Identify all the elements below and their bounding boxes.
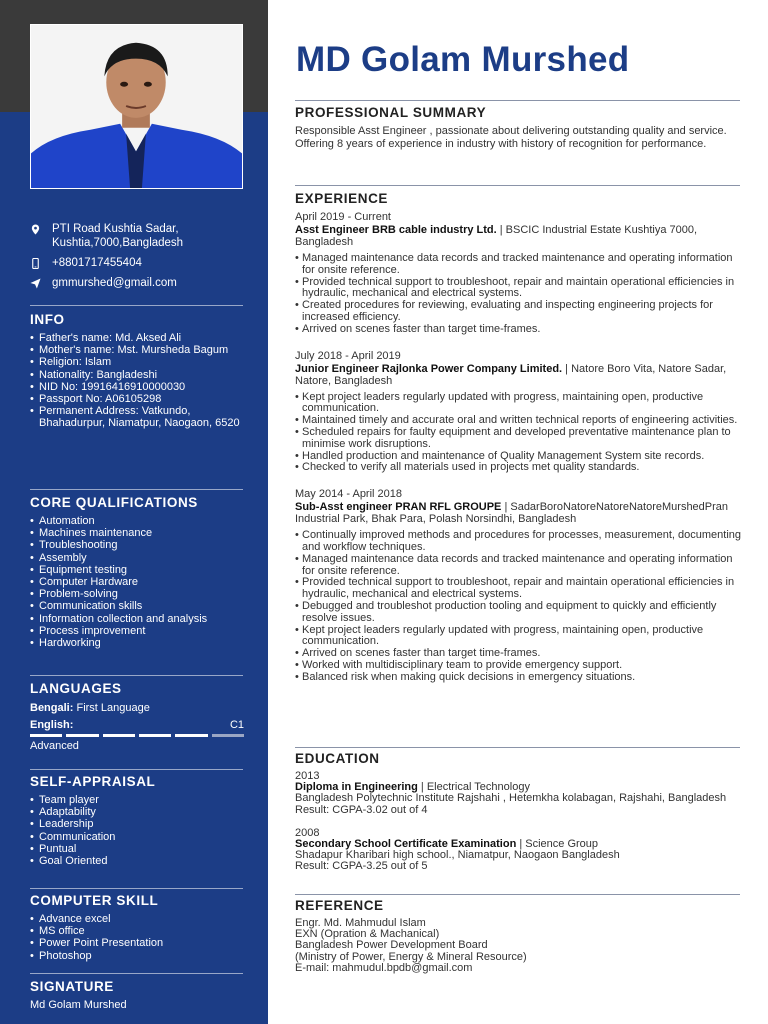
list-item: • Balanced risk when making quick decisions in emergency situations. <box>295 672 743 684</box>
list-item: • Goal Oriented <box>30 855 244 867</box>
list-item: • Team player <box>30 794 244 806</box>
contact-address <box>30 222 245 250</box>
languages-title: LANGUAGES <box>30 681 122 696</box>
list-item: • Communication <box>30 831 244 843</box>
language-level: Advanced <box>30 740 79 752</box>
list-item: • Nationality: Bangladeshi <box>30 369 244 381</box>
education-school: Bangladesh Polytechnic Institute Rajshahi , Hetemkha kolabagan, Rajshahi, Bangladesh <box>295 792 727 805</box>
info-section <box>30 312 244 430</box>
sidebar <box>0 0 268 1024</box>
self-appraisal-title: SELF-APPRAISAL <box>30 774 156 789</box>
summary-title: PROFESSIONAL SUMMARY <box>295 105 487 120</box>
computer-skill-list <box>30 913 244 962</box>
list-item: • NID No: 19916416910000030 <box>30 381 244 393</box>
list-item: • Machines maintenance <box>30 527 244 539</box>
education-year: 2008 <box>295 826 320 839</box>
signature-section <box>30 979 244 1012</box>
divider <box>30 675 243 676</box>
level-segment <box>212 734 244 737</box>
profile-photo <box>30 24 243 189</box>
list-item: • Kept project leaders regularly updated with progress, maintaining open, productive communication. <box>295 625 743 649</box>
list-item: • Permanent Address: Vatkundo, Bhahadurpur, Niamatpur, Naogaon, 6520 <box>30 405 244 429</box>
list-item: • Process improvement <box>30 625 244 637</box>
list-item: • Automation <box>30 515 244 527</box>
job-heading <box>295 501 743 525</box>
divider <box>295 100 740 101</box>
job-role: Junior Engineer Rajlonka Power Company Limited. <box>295 362 563 375</box>
job-entry <box>295 488 743 683</box>
list-item: • Power Point Presentation <box>30 937 244 949</box>
english-level-bar <box>30 734 244 737</box>
self-appraisal-list <box>30 794 244 867</box>
reference-title: REFERENCE <box>295 898 384 913</box>
list-item: • Problem-solving <box>30 588 244 600</box>
experience-title: EXPERIENCE <box>295 191 389 206</box>
contact-email <box>30 276 245 290</box>
education-field: | Science Group <box>516 838 599 851</box>
info-title: INFO <box>30 312 65 327</box>
list-item: • Leadership <box>30 818 244 830</box>
experience-section <box>295 191 743 684</box>
list-item: • Provided technical support to troubleshoot, repair and maintain operational efficiencies in hydraulic, mechanical and electrical systems. <box>295 577 743 601</box>
education-degree: Secondary School Certificate Examination <box>295 838 517 851</box>
education-school: Shadapur Kharibari high school., Niamatpur, Naogaon Bangladesh <box>295 849 620 862</box>
divider <box>295 747 740 748</box>
job-date: July 2018 - April 2019 <box>295 349 401 362</box>
list-item: • Adaptability <box>30 806 244 818</box>
list-item: • Puntual <box>30 843 244 855</box>
job-heading <box>295 363 743 387</box>
phone-text[interactable]: +8801717455404 <box>52 257 142 269</box>
list-item: • Hardworking <box>30 637 244 649</box>
list-item: • Photoshop <box>30 950 244 962</box>
education-entry <box>295 828 743 873</box>
language-level: First Language <box>76 702 150 714</box>
job-role: Asst Engineer BRB cable industry Ltd. <box>295 224 497 236</box>
language-code: C1 <box>229 719 244 731</box>
list-item: • Advance excel <box>30 913 244 925</box>
list-item: • Information collection and analysis <box>30 613 244 625</box>
level-segment <box>103 734 135 737</box>
job-bullets <box>295 253 743 336</box>
education-title: EDUCATION <box>295 751 380 766</box>
education-field: | Electrical Technology <box>417 781 530 794</box>
list-item: • Continually improved methods and procedures for processes, measurement, documenting and workflow techniques. <box>295 530 743 554</box>
language-name: English: <box>30 719 74 731</box>
core-qualifications-title: CORE QUALIFICATIONS <box>30 495 198 510</box>
job-date: May 2014 - April 2018 <box>295 488 403 501</box>
computer-skill-title: COMPUTER SKILL <box>30 893 159 908</box>
reference-line: (Ministry of Power, Energy & Mineral Resource) <box>295 950 527 963</box>
list-item: • MS office <box>30 925 244 937</box>
education-year: 2013 <box>295 770 320 782</box>
computer-skill-section <box>30 893 244 962</box>
divider <box>30 489 243 490</box>
divider <box>30 973 243 974</box>
list-item: • Kept project leaders regularly updated with progress, maintaining open, productive communication. <box>295 392 743 416</box>
email-text[interactable]: gmmurshed@gmail.com <box>52 277 177 289</box>
list-item: • Mother's name: Mst. Mursheda Bagum <box>30 344 244 356</box>
languages-section <box>30 681 244 753</box>
profile-photo-image <box>31 25 242 188</box>
reference-email[interactable]: E-mail: mahmudul.bpdb@gmail.com <box>295 961 473 974</box>
send-icon <box>30 276 52 289</box>
list-item: • Checked to verify all materials used in projects met quality standards. <box>295 462 743 474</box>
list-item: • Created procedures for reviewing, evaluating and inspecting engineering projects for increased efficiency. <box>295 300 743 324</box>
contact-phone <box>30 256 245 270</box>
list-item: • Managed maintenance data records and tracked maintenance and operating information for onsite reference. <box>295 253 743 277</box>
divider <box>30 888 243 889</box>
education-result: Result: CGPA-3.25 out of 5 <box>295 860 428 873</box>
list-item: • Maintained timely and accurate oral and written technical reports of engineering activities. <box>295 415 743 427</box>
level-segment <box>66 734 98 737</box>
level-segment <box>175 734 207 737</box>
candidate-name: MD Golam Murshed <box>296 40 630 79</box>
job-entry <box>295 211 743 336</box>
list-item: • Religion: Islam <box>30 356 244 368</box>
divider <box>30 305 243 306</box>
language-english <box>30 718 244 732</box>
list-item: • Equipment testing <box>30 564 244 576</box>
list-item: • Handled production and maintenance of Quality Management System site records. <box>295 451 743 463</box>
job-entry <box>295 350 743 475</box>
list-item: • Managed maintenance data records and tracked maintenance and operating information for onsite reference. <box>295 554 743 578</box>
level-segment <box>30 734 62 737</box>
reference-section <box>295 898 743 974</box>
education-result: Result: CGPA-3.02 out of 4 <box>295 803 428 816</box>
location-pin-icon <box>30 222 52 235</box>
list-item: • Computer Hardware <box>30 576 244 588</box>
divider <box>30 769 243 770</box>
list-item: • Provided technical support to troubleshoot, repair and maintain operational efficiencies in hydraulic, mechanical and electrical systems. <box>295 277 743 301</box>
job-date: April 2019 - Current <box>295 211 391 223</box>
list-item: • Debugged and troubleshot production tooling and equipment to quickly and efficiently resolve issues. <box>295 601 743 625</box>
job-bullets <box>295 392 743 475</box>
language-bengali <box>30 701 244 715</box>
self-appraisal-section <box>30 774 244 867</box>
list-item: • Troubleshooting <box>30 539 244 551</box>
summary-text: Responsible Asst Engineer , passionate about delivering outstanding quality and service. Offering 8 years of experience in industry with history of recognition for performance. <box>295 125 727 150</box>
list-item: • Arrived on scenes faster than target time-frames. <box>295 648 743 660</box>
list-item: • Father's name: Md. Aksed Ali <box>30 332 244 344</box>
divider <box>295 185 740 186</box>
core-qualifications-list <box>30 515 244 649</box>
list-item: • Assembly <box>30 552 244 564</box>
signature-title: SIGNATURE <box>30 979 114 994</box>
job-location: | BSCIC Industrial Estate Kushtiya 7000, Bangladesh <box>295 224 698 248</box>
phone-icon <box>30 256 52 269</box>
summary-section <box>295 105 743 151</box>
main-content <box>268 0 768 1024</box>
core-qualifications-section <box>30 495 244 649</box>
list-item: • Arrived on scenes faster than target time-frames. <box>295 324 743 336</box>
education-section <box>295 751 743 873</box>
job-location: | Natore Boro Vita, Natore Sadar, Natore, Bangladesh <box>295 362 727 387</box>
info-list <box>30 332 244 430</box>
list-item: • Scheduled repairs for faulty equipment and developed preventative maintenance plan to minimise work disruptions. <box>295 427 743 451</box>
job-heading <box>295 224 743 248</box>
level-segment <box>139 734 171 737</box>
education-degree: Diploma in Engineering <box>295 781 418 794</box>
reference-line: Engr. Md. Mahmudul Islam <box>295 917 426 929</box>
divider <box>295 894 740 895</box>
language-english-level <box>30 739 244 753</box>
job-role: Sub-Asst engineer PRAN RFL GROUPE <box>295 501 502 514</box>
language-name: Bengali: <box>30 702 74 714</box>
job-bullets <box>295 530 743 683</box>
reference-line: Bangladesh Power Development Board <box>295 939 488 952</box>
job-location: | SadarBoroNatoreNatoreNatoreMurshedPran Industrial Park, Bhak Para, Polash Norsindhi, Bangladesh <box>295 501 729 526</box>
reference-line: EXN (Opration & Machanical) <box>295 928 440 941</box>
education-entry <box>295 771 743 816</box>
signature-value: Md Golam Murshed <box>30 999 127 1011</box>
list-item: • Passport No: A06105298 <box>30 393 244 405</box>
contact-block <box>30 222 245 296</box>
list-item: • Communication skills <box>30 600 244 612</box>
address-text: PTI Road Kushtia Sadar, Kushtia,7000,Bangladesh <box>52 223 184 249</box>
list-item: • Worked with multidisciplinary team to provide emergency support. <box>295 660 743 672</box>
